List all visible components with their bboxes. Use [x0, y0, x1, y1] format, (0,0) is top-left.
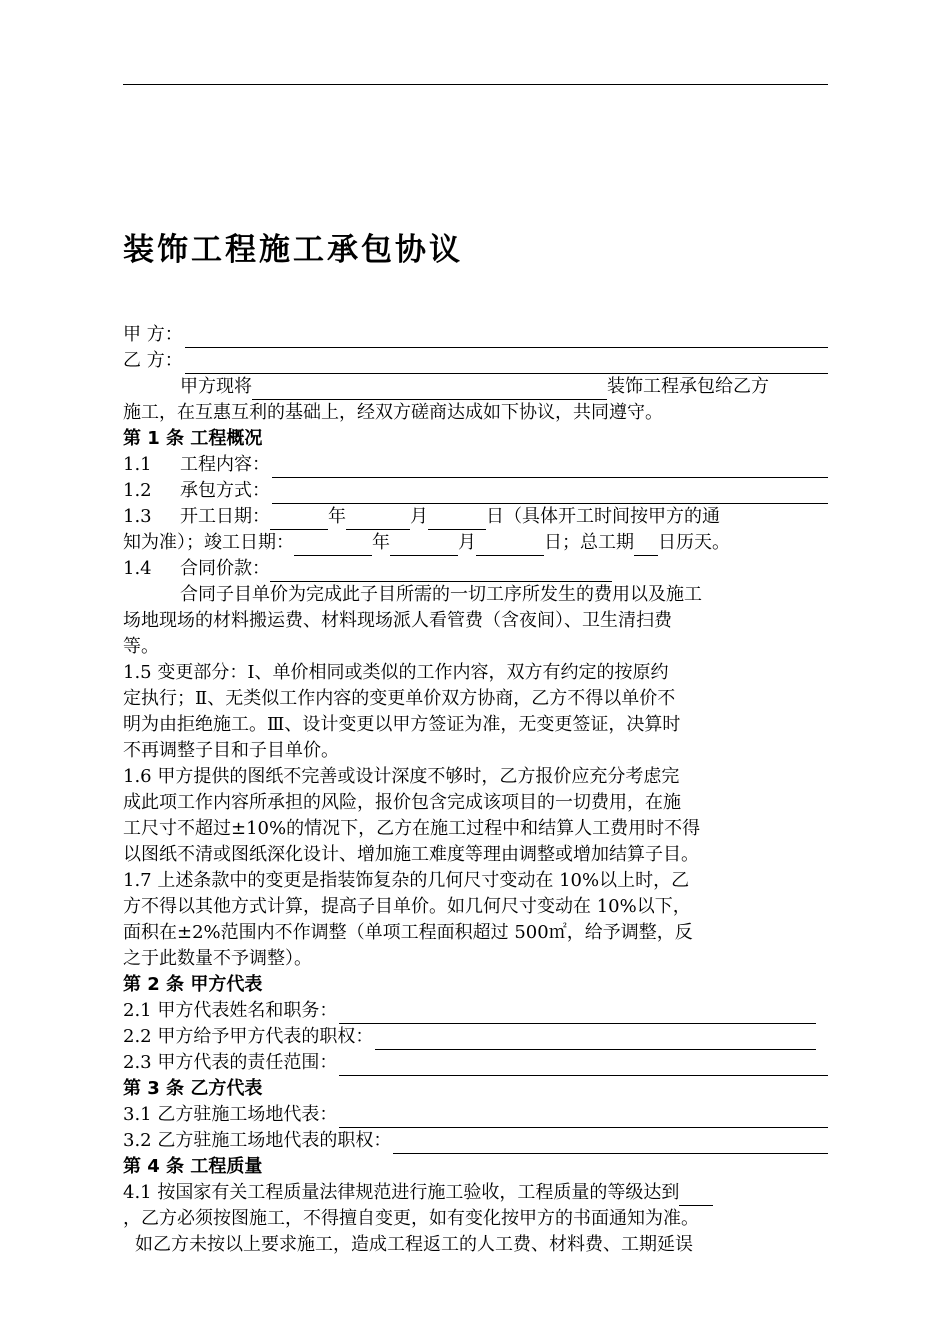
clause-1-5-line: 定执行；Ⅱ、无类似工作内容的变更单价双方协商，乙方不得以单价不: [123, 688, 676, 709]
finish-month-blank[interactable]: [390, 535, 458, 556]
clause-3-1: 3.1 乙方驻施工场地代表：: [123, 1102, 828, 1128]
clause-1-4-para-line: 场地现场的材料搬运费、材料现场派人看管费（含夜间）、卫生清扫费: [123, 610, 672, 631]
party-b-blank[interactable]: [185, 353, 828, 374]
quality-grade-blank[interactable]: [679, 1185, 713, 1206]
clause-1-1: 1.1 工程内容：: [123, 452, 828, 478]
start-month-blank[interactable]: [346, 509, 410, 530]
clause-1-2: 1.2 承包方式：: [123, 478, 828, 504]
clause-1-4: 1.4 合同价款：: [123, 556, 828, 582]
clause-1-7-line: 方不得以其他方式计算，提高子目单价。如几何尺寸变动在 10%以下，: [123, 896, 691, 917]
article-1-heading: 第 1 条 工程概况: [123, 428, 263, 449]
party-b-line: 乙 方：: [123, 348, 828, 374]
rep-a-name-blank[interactable]: [339, 1003, 816, 1024]
clause-1-6-line: 工尺寸不超过±10%的情况下，乙方在施工过程中和结算人工费用时不得: [123, 818, 701, 839]
intro-line-1: 甲方现将 装饰工程承包给乙方: [123, 374, 828, 400]
clause-1-4-para-line: 合同子目单价为完成此子目所需的一切工序所发生的费用以及施工: [180, 584, 702, 605]
clause-1-6-line: 1.6 甲方提供的图纸不完善或设计深度不够时，乙方报价应充分考虑完: [123, 766, 680, 787]
article-2-heading: 第 2 条 甲方代表: [123, 974, 263, 995]
document-title: 装饰工程施工承包协议: [123, 232, 463, 268]
clause-1-3-line-2: 知为准）；竣工日期： 年 月 日；总工期 日历天。: [123, 530, 828, 556]
clause-1-3-line-1: 1.3 开工日期： 年 月 日（具体开工时间按甲方的通: [123, 504, 828, 530]
clause-1-7-line: 1.7 上述条款中的变更是指装饰复杂的几何尺寸变动在 10%以上时，乙: [123, 870, 690, 891]
start-year-blank[interactable]: [270, 509, 328, 530]
clause-1-4-para-line: 等。: [123, 636, 159, 657]
clause-4-1-line-3: 如乙方未按以上要求施工，造成工程返工的人工费、材料费、工期延误: [135, 1234, 693, 1255]
intro-line-2: 施工，在互惠互利的基础上，经双方磋商达成如下协议，共同遵守。: [123, 402, 663, 423]
finish-day-blank[interactable]: [476, 535, 544, 556]
article-3-heading: 第 3 条 乙方代表: [123, 1078, 263, 1099]
party-a-blank[interactable]: [185, 327, 828, 348]
rep-b-authority-blank[interactable]: [393, 1133, 828, 1154]
clause-1-6-line: 以图纸不清或图纸深化设计、增加施工难度等理由调整或增加结算子目。: [123, 844, 699, 865]
clause-3-2: 3.2 乙方驻施工场地代表的职权：: [123, 1128, 828, 1154]
clause-4-1-line-1: 4.1 按国家有关工程质量法律规范进行施工验收，工程质量的等级达到: [123, 1180, 828, 1206]
rep-a-scope-blank[interactable]: [339, 1055, 828, 1076]
clause-1-5-line: 1.5 变更部分：Ⅰ、单价相同或类似的工作内容，双方有约定的按原约: [123, 662, 669, 683]
clause-2-1: 2.1 甲方代表姓名和职务：: [123, 998, 828, 1024]
clause-1-7-line: 之于此数量不予调整）。: [123, 948, 312, 969]
start-day-blank[interactable]: [428, 509, 486, 530]
clause-1-5-line: 明为由拒绝施工。Ⅲ、设计变更以甲方签证为准，无变更签证，决算时: [123, 714, 681, 735]
contract-method-blank[interactable]: [272, 483, 828, 504]
clause-2-2: 2.2 甲方给予甲方代表的职权：: [123, 1024, 828, 1050]
document-body: [123, 322, 828, 1258]
finish-year-blank[interactable]: [294, 535, 372, 556]
work-content-blank[interactable]: [272, 457, 828, 478]
clause-1-7-line: 面积在±2%范围内不作调整（单项工程面积超过 500㎡，给予调整，反: [123, 922, 693, 943]
clause-1-5-line: 不再调整子目和子目单价。: [123, 740, 339, 761]
contract-price-blank[interactable]: [270, 561, 612, 582]
rep-b-name-blank[interactable]: [339, 1107, 828, 1128]
clause-2-3: 2.3 甲方代表的责任范围：: [123, 1050, 828, 1076]
project-name-blank[interactable]: [252, 379, 607, 400]
header-rule: [123, 84, 828, 85]
party-a-line: 甲 方：: [123, 322, 828, 348]
rep-a-authority-blank[interactable]: [375, 1029, 816, 1050]
article-4-heading: 第 4 条 工程质量: [123, 1156, 263, 1177]
clause-1-6-line: 成此项工作内容所承担的风险，报价包含完成该项目的一切费用，在施: [123, 792, 681, 813]
total-days-blank[interactable]: [634, 535, 658, 556]
clause-4-1-line-2: ，乙方必须按图施工，不得擅自变更，如有变化按甲方的书面通知为准。: [123, 1208, 699, 1229]
